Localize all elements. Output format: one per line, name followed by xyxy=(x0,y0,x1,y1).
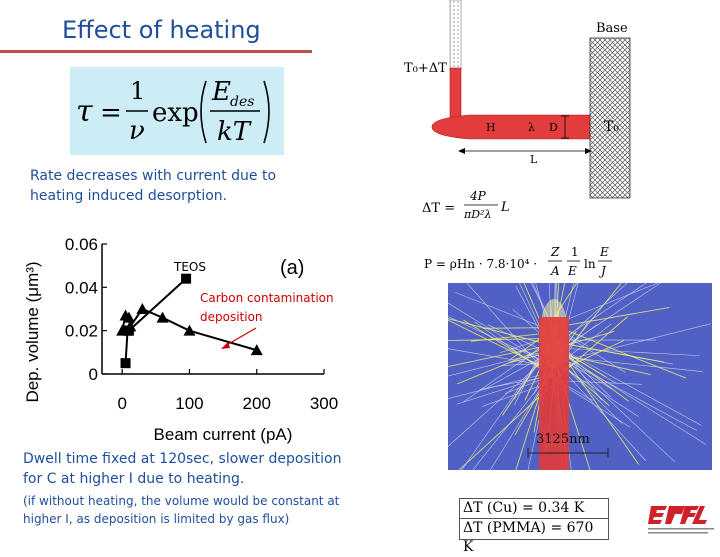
annotation-teos: TEOS xyxy=(173,260,206,274)
heat-conduction-diagram xyxy=(400,0,720,280)
desorption-formula xyxy=(70,67,284,155)
formula-exp: exp xyxy=(152,98,199,128)
base-temperature-label: T₀ xyxy=(604,119,619,135)
d-label: D xyxy=(549,121,558,134)
trajectory-line xyxy=(552,283,666,346)
base-wall xyxy=(590,38,630,198)
y-tick-label: 0.04 xyxy=(65,278,98,297)
data-point-triangle xyxy=(183,325,195,336)
dt-formula-num: 4P xyxy=(469,189,487,203)
x-tick-label: 200 xyxy=(243,394,271,413)
formula-equals: = xyxy=(100,98,122,128)
base-label: Base xyxy=(596,21,628,36)
dt-formula-rhs: L xyxy=(500,200,510,215)
simulated-pillar xyxy=(539,317,569,470)
chart-ylabel: Dep. volume (μm³) xyxy=(23,261,42,402)
trajectory-line xyxy=(551,283,712,326)
data-point-triangle xyxy=(136,303,148,314)
p-frac3-den: J xyxy=(598,264,607,278)
chart-panel-label: (a) xyxy=(280,257,304,279)
annotation-carbon-line1: Carbon contamination xyxy=(200,291,334,305)
electron-beam xyxy=(450,0,461,70)
annotation-carbon-line2: deposition xyxy=(200,310,263,324)
rate-description: Rate decreases with current due to heating induced desorption. xyxy=(30,166,330,206)
p-formula-lhs: P = ρHn · 7.8·10⁴ · xyxy=(424,257,537,271)
h-label: H xyxy=(486,121,496,134)
heating-note: (if without heating, the volume would be constant at higher I, as deposition is limited by gas flux) xyxy=(23,492,363,528)
formula-numerator: 1 xyxy=(130,77,145,105)
y-tick-label: 0 xyxy=(89,365,98,384)
formula-exp-numerator: E xyxy=(211,77,231,107)
chart-xlabel: Beam current (pA) xyxy=(154,425,293,444)
deposition-volume-chart xyxy=(18,228,348,448)
result-row-cu: ΔT (Cu) = 0.34 K xyxy=(460,499,608,518)
temperature-results-table xyxy=(459,498,609,540)
p-frac2-den: E xyxy=(567,264,577,278)
cantilever xyxy=(432,115,590,139)
data-point-triangle xyxy=(157,312,169,323)
slide-title: Effect of heating xyxy=(62,16,261,44)
p-frac1-den: A xyxy=(550,264,560,278)
monte-carlo-simulation-image xyxy=(448,283,712,470)
p-frac2-num: 1 xyxy=(571,245,579,259)
y-tick-label: 0.02 xyxy=(65,322,98,341)
scale-bar-label: 3125nm xyxy=(536,432,590,447)
dwell-description: Dwell time fixed at 120sec, slower deposition for C at higher I due to heating. xyxy=(23,449,363,489)
annotation-arrow xyxy=(225,328,256,346)
data-point-square xyxy=(121,358,131,368)
tip-temperature-label: T₀+ΔT xyxy=(404,61,447,76)
deposit-pillar xyxy=(450,68,461,118)
p-frac1-num: Z xyxy=(550,245,560,259)
title-underline xyxy=(0,50,312,53)
y-tick-label: 0.06 xyxy=(65,235,98,254)
dt-formula-lhs: ΔT = xyxy=(422,201,455,216)
trajectory-line xyxy=(553,344,702,425)
formula-denominator: ν xyxy=(129,116,145,146)
formula-tau: τ xyxy=(76,94,93,129)
p-ln: ln xyxy=(584,257,596,271)
lambda-label: λ xyxy=(528,121,535,134)
data-point-square xyxy=(181,274,191,284)
result-row-pmma: ΔT (PMMA) = 670 K xyxy=(460,518,608,538)
formula-exp-denominator: kT xyxy=(217,117,252,147)
x-tick-label: 100 xyxy=(175,394,203,413)
dt-formula-den: πD²λ xyxy=(463,208,491,221)
formula-exp-subscript: des xyxy=(230,94,254,110)
x-tick-label: 300 xyxy=(310,394,338,413)
epfl-logo xyxy=(645,500,717,538)
p-frac3-num: E xyxy=(599,245,609,259)
l-label: L xyxy=(530,153,538,166)
x-tick-label: 0 xyxy=(117,394,126,413)
